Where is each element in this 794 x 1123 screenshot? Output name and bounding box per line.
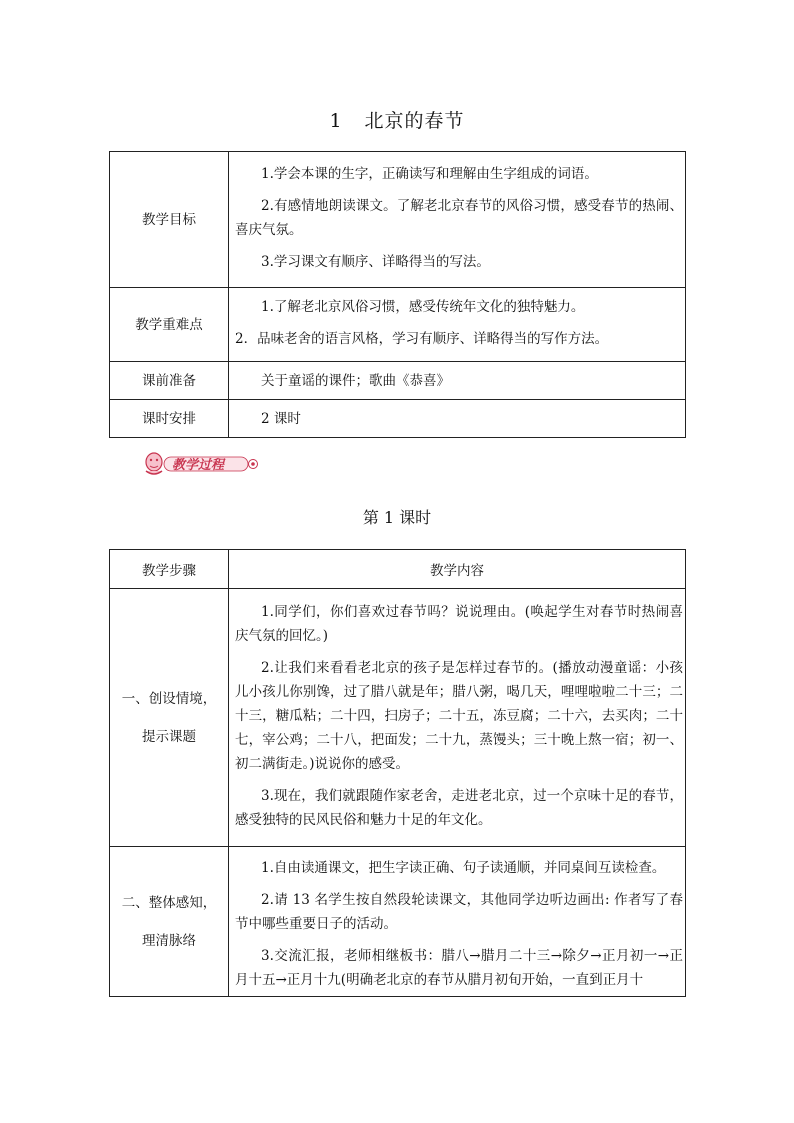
plan-item: 2．品味老舍的语言风格，学习有顺序、详略得当的写作方法。 — [235, 330, 609, 347]
lesson-number: 1 — [329, 110, 343, 132]
plan-row-keypoints — [110, 288, 686, 362]
plan-item: 1.学会本课的生字，正确读写和理解由生字组成的词语。 — [261, 165, 598, 182]
plan-item: 1.了解老北京风俗习惯，感受传统年文化的独特魅力。 — [261, 298, 585, 315]
teaching-process-logo-icon — [140, 449, 260, 477]
teaching-steps-table — [109, 549, 686, 997]
session-title: 第 1 课时 — [362, 508, 432, 527]
plan-item: 2.有感情地朗读课文。了解老北京春节的风俗习惯，感受春节的热闹、喜庆气氛。 — [235, 197, 683, 238]
step-content — [229, 847, 686, 997]
steps-header-row — [110, 550, 686, 589]
step-item: 1.自由读通课文，把生字读正确、句子读通顺，并同桌间互读检查。 — [261, 859, 666, 876]
plan-row-preparation — [110, 362, 686, 400]
plan-row-goals — [110, 152, 686, 288]
plan-content — [229, 288, 686, 362]
step-label-line: 理清脉络 — [142, 932, 196, 949]
step-label — [110, 847, 229, 997]
plan-label: 课时安排 — [110, 400, 229, 438]
plan-item: 3.学习课文有顺序、详略得当的写法。 — [261, 253, 490, 270]
step-item: 1.同学们，你们喜欢过春节吗？说说理由。(唤起学生对春节时热闹喜庆气氛的回忆。) — [235, 603, 683, 644]
plan-label: 教学重难点 — [110, 288, 229, 362]
plan-content — [229, 152, 686, 288]
step-row-1 — [110, 589, 686, 847]
lesson-title — [0, 106, 794, 133]
step-item: 3.交流汇报，老师相继板书：腊八→腊月二十三→除夕→正月初一→正月十五→正月十九(明确老北京的春节从腊月初旬开始，一直到正月十 — [235, 947, 683, 988]
step-label-line: 一、创设情境， — [121, 690, 217, 707]
step-item: 2.让我们来看看老北京的孩子是怎样过春节的。(播放动漫童谣：小孩儿小孩儿你别馋，过了腊八就是年；腊八粥，喝几天，哩哩啦啦二十三；二十三，糖瓜粘；二十四，扫房子；二十五，冻豆腐；二十六，去买肉；二十七，宰公鸡；二十八，把面发；二十九，蒸馒头；三十晚上熬一宿；初一、初二满街走。)说说你的感受。 — [235, 659, 683, 772]
teaching-plan-table — [109, 151, 686, 438]
step-content — [229, 589, 686, 847]
header-steps: 教学步骤 — [110, 550, 229, 589]
step-item: 2.请 13 名学生按自然段轮读课文，其他同学边听边画出: 作者写了春节中哪些重要日子的活动。 — [235, 891, 683, 932]
plan-content — [229, 362, 686, 400]
step-row-2 — [110, 847, 686, 997]
lesson-title-text: 北京的春节 — [364, 110, 465, 132]
plan-item: 关于童谣的课件；歌曲《恭喜》 — [261, 372, 450, 389]
plan-label: 教学目标 — [110, 152, 229, 288]
plan-label: 课前准备 — [110, 362, 229, 400]
plan-row-schedule — [110, 400, 686, 438]
step-label — [110, 589, 229, 847]
step-item: 3.现在，我们就跟随作家老舍，走进老北京，过一个京味十足的春节，感受独特的民风民俗和魅力十足的年文化。 — [235, 787, 683, 828]
plan-content — [229, 400, 686, 438]
plan-item: 2 课时 — [261, 410, 301, 427]
svg-text:教学过程: 教学过程 — [172, 458, 225, 473]
step-label-line: 二、整体感知， — [121, 894, 217, 911]
step-label-line: 提示课题 — [142, 728, 196, 745]
header-content: 教学内容 — [229, 550, 686, 589]
